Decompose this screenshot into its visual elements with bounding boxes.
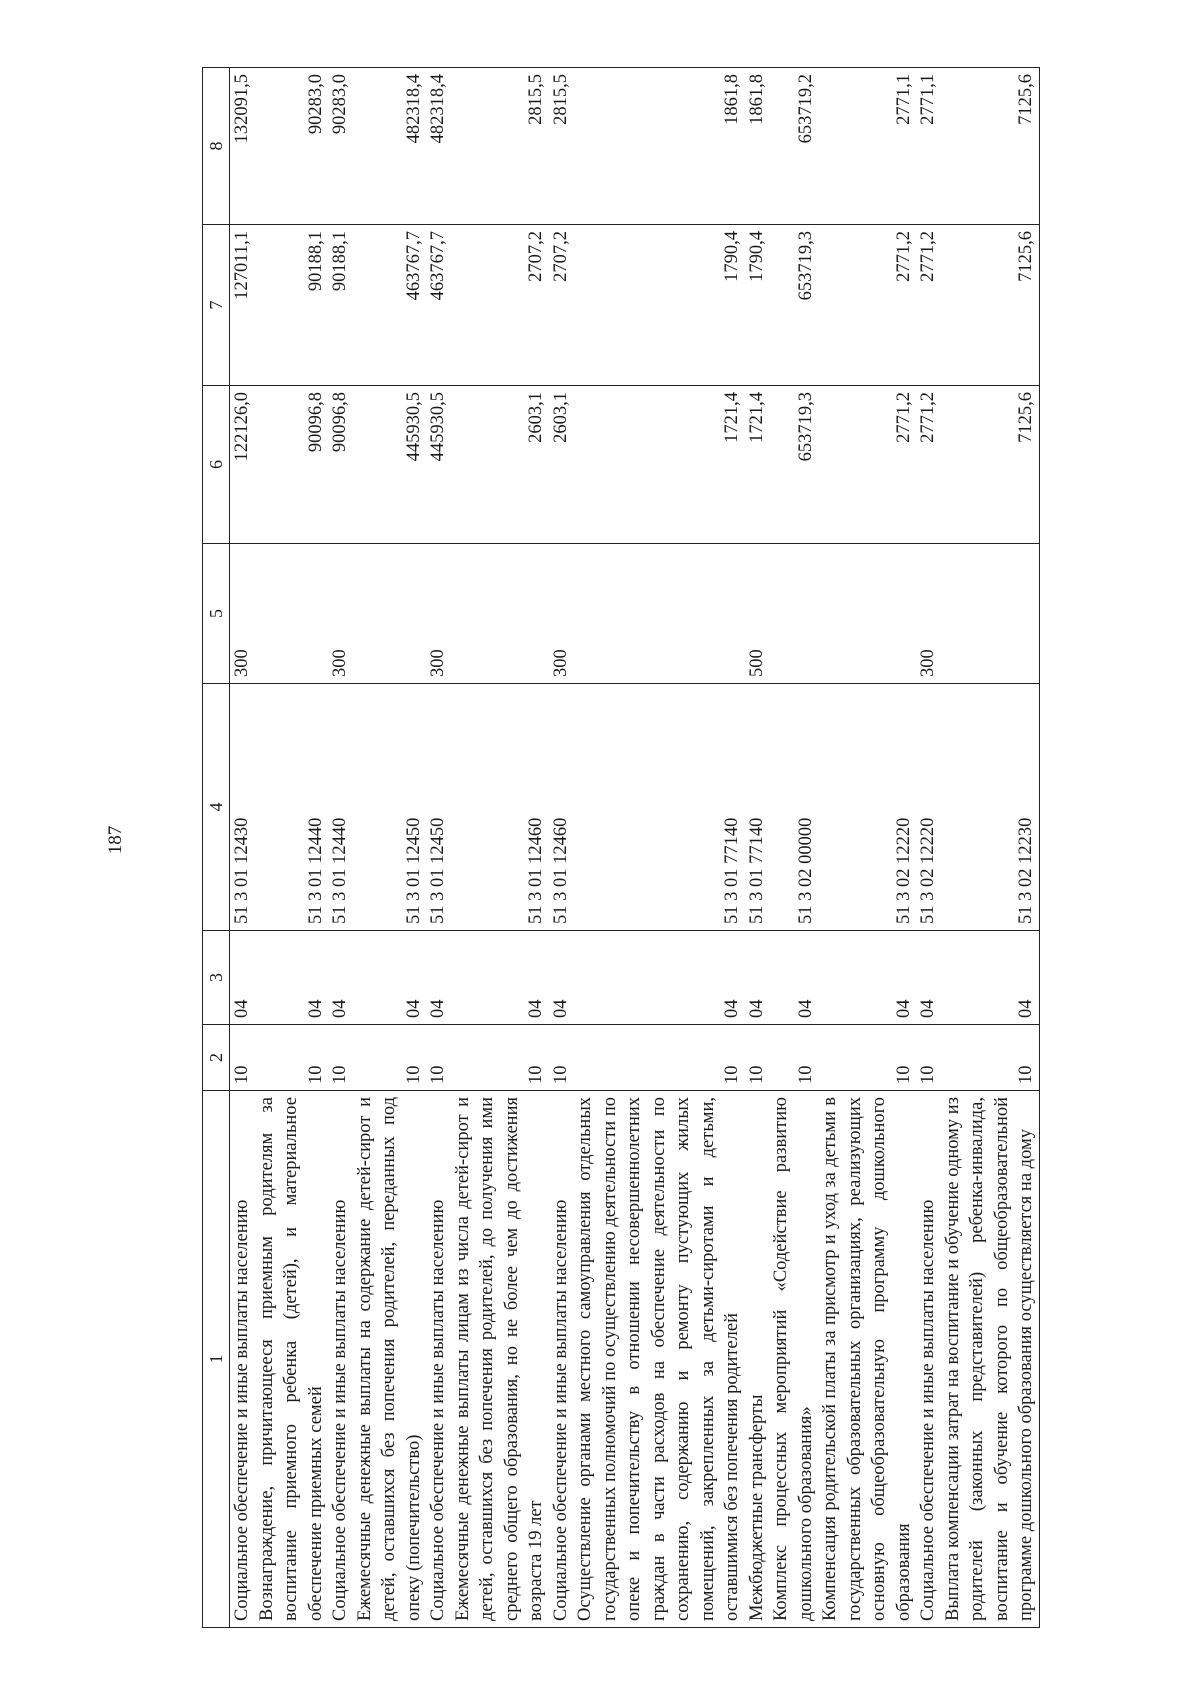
row-name: Компенсация родительской платы за присмотр и уход за детьми в государственных образовательных организациях, реализующих основную общеобразовательную программу дошкольного образования xyxy=(818,1091,916,1628)
subsection-code: 04 xyxy=(353,931,427,1025)
subsection-code: 04 xyxy=(941,931,1040,1025)
budget-table xyxy=(202,67,1040,1628)
target-article-code: 51 3 01 12440 xyxy=(255,684,329,931)
expense-type-code: 300 xyxy=(328,544,353,684)
table-row xyxy=(745,68,770,1628)
subsection-code: 04 xyxy=(230,931,255,1025)
row-name: Осуществление органами местного самоуправления отдельных государственных полномочий по осуществлению деятельности по опеке и попечительству в отношении несовершеннолетних граждан в части расходов на обеспечение деятельности по сохранению, содержанию и ремонту пустующих жилых помещений, закрепленных за детьми-сиротами и детьми, оставшимися без попечения родителей xyxy=(573,1091,745,1628)
amount-col-8: 2815,5 xyxy=(549,68,574,225)
amount-col-7: 653719,3 xyxy=(769,225,818,386)
section-code: 10 xyxy=(451,1025,549,1091)
column-header: 1 xyxy=(203,1091,230,1628)
row-name: Социальное обеспечение и иные выплаты населению xyxy=(916,1091,941,1628)
subsection-code: 04 xyxy=(451,931,549,1025)
expense-type-code xyxy=(769,544,818,684)
column-header: 7 xyxy=(203,225,230,386)
amount-col-6: 653719,3 xyxy=(769,386,818,544)
amount-col-8: 2815,5 xyxy=(451,68,549,225)
table-row xyxy=(353,68,427,1628)
amount-col-7: 2771,2 xyxy=(916,225,941,386)
column-header: 3 xyxy=(203,931,230,1025)
amount-col-6: 7125,6 xyxy=(941,386,1040,544)
amount-col-8: 132091,5 xyxy=(230,68,255,225)
subsection-code: 04 xyxy=(328,931,353,1025)
row-name: Социальное обеспечение и иные выплаты населению xyxy=(328,1091,353,1628)
table-row xyxy=(255,68,329,1628)
amount-col-6: 445930,5 xyxy=(353,386,427,544)
subsection-code: 04 xyxy=(549,931,574,1025)
target-article-code: 51 3 02 00000 xyxy=(769,684,818,931)
section-code: 10 xyxy=(769,1025,818,1091)
amount-col-8: 1861,8 xyxy=(573,68,745,225)
expense-type-code xyxy=(255,544,329,684)
amount-col-7: 90188,1 xyxy=(255,225,329,386)
target-article-code: 51 3 01 12430 xyxy=(230,684,255,931)
amount-col-6: 2603,1 xyxy=(549,386,574,544)
table-row xyxy=(769,68,818,1628)
amount-col-8: 482318,4 xyxy=(426,68,451,225)
row-name: Ежемесячные денежные выплаты лицам из числа детей-сирот и детей, оставшихся без попечения родителей, до получения ими среднего общего образования, но не более чем до достижения возраста 19 лет xyxy=(451,1091,549,1628)
target-article-code: 51 3 02 12220 xyxy=(916,684,941,931)
amount-col-7: 7125,6 xyxy=(941,225,1040,386)
target-article-code: 51 3 02 12220 xyxy=(818,684,916,931)
row-name: Ежемесячные денежные выплаты на содержание детей-сирот и детей, оставшихся без попечения родителей, переданных под опеку (попечительство) xyxy=(353,1091,427,1628)
target-article-code: 51 3 01 12460 xyxy=(451,684,549,931)
column-header: 2 xyxy=(203,1025,230,1091)
table-row xyxy=(941,68,1040,1628)
row-name: Выплата компенсации затрат на воспитание и обучение одному из родителей (законных представителей) ребенка-инвалида, воспитание и обучение которого по общеобразовательной программе дошкольного образования осуществляется на дому xyxy=(941,1091,1040,1628)
expense-type-code xyxy=(941,544,1040,684)
row-name: Социальное обеспечение и иные выплаты населению xyxy=(426,1091,451,1628)
table-row xyxy=(230,68,255,1628)
table-row xyxy=(573,68,745,1628)
target-article-code: 51 3 01 12450 xyxy=(426,684,451,931)
subsection-code: 04 xyxy=(916,931,941,1025)
amount-col-7: 127011,1 xyxy=(230,225,255,386)
section-code: 10 xyxy=(230,1025,255,1091)
rotated-page-content xyxy=(120,40,1080,1656)
target-article-code: 51 3 01 77140 xyxy=(573,684,745,931)
section-code: 10 xyxy=(549,1025,574,1091)
target-article-code: 51 3 01 12460 xyxy=(549,684,574,931)
amount-col-6: 1721,4 xyxy=(745,386,770,544)
table-row xyxy=(451,68,549,1628)
expense-type-code xyxy=(573,544,745,684)
amount-col-8: 7125,6 xyxy=(941,68,1040,225)
column-header: 6 xyxy=(203,386,230,544)
row-name: Социальное обеспечение и иные выплаты населению xyxy=(230,1091,255,1628)
column-header: 4 xyxy=(203,684,230,931)
amount-col-7: 2707,2 xyxy=(549,225,574,386)
row-name: Комплекс процессных мероприятий «Содействие развитию дошкольного образования» xyxy=(769,1091,818,1628)
expense-type-code: 300 xyxy=(916,544,941,684)
subsection-code: 04 xyxy=(769,931,818,1025)
subsection-code: 04 xyxy=(818,931,916,1025)
column-header: 8 xyxy=(203,68,230,225)
page-number: 187 xyxy=(105,825,126,855)
amount-col-6: 122126,0 xyxy=(230,386,255,544)
expense-type-code: 500 xyxy=(745,544,770,684)
table-header-row xyxy=(203,68,230,1628)
column-header: 5 xyxy=(203,544,230,684)
expense-type-code: 300 xyxy=(230,544,255,684)
table-row xyxy=(818,68,916,1628)
amount-col-7: 463767,7 xyxy=(426,225,451,386)
amount-col-6: 2771,2 xyxy=(916,386,941,544)
target-article-code: 51 3 01 12440 xyxy=(328,684,353,931)
table-row xyxy=(426,68,451,1628)
target-article-code: 51 3 01 77140 xyxy=(745,684,770,931)
subsection-code: 04 xyxy=(573,931,745,1025)
amount-col-8: 482318,4 xyxy=(353,68,427,225)
amount-col-8: 2771,1 xyxy=(818,68,916,225)
amount-col-7: 463767,7 xyxy=(353,225,427,386)
table-row xyxy=(549,68,574,1628)
target-article-code: 51 3 02 12230 xyxy=(941,684,1040,931)
amount-col-8: 653719,2 xyxy=(769,68,818,225)
table-row xyxy=(328,68,353,1628)
expense-type-code xyxy=(353,544,427,684)
section-code: 10 xyxy=(353,1025,427,1091)
expense-type-code: 300 xyxy=(426,544,451,684)
amount-col-7: 1790,4 xyxy=(573,225,745,386)
amount-col-6: 90096,8 xyxy=(328,386,353,544)
amount-col-6: 445930,5 xyxy=(426,386,451,544)
section-code: 10 xyxy=(426,1025,451,1091)
subsection-code: 04 xyxy=(426,931,451,1025)
section-code: 10 xyxy=(328,1025,353,1091)
expense-type-code xyxy=(818,544,916,684)
amount-col-6: 2603,1 xyxy=(451,386,549,544)
amount-col-8: 1861,8 xyxy=(745,68,770,225)
amount-col-8: 90283,0 xyxy=(328,68,353,225)
section-code: 10 xyxy=(941,1025,1040,1091)
expense-type-code xyxy=(451,544,549,684)
section-code: 10 xyxy=(255,1025,329,1091)
expense-type-code: 300 xyxy=(549,544,574,684)
amount-col-6: 1721,4 xyxy=(573,386,745,544)
row-name: Межбюджетные трансферты xyxy=(745,1091,770,1628)
amount-col-6: 2771,2 xyxy=(818,386,916,544)
amount-col-7: 2771,2 xyxy=(818,225,916,386)
amount-col-7: 90188,1 xyxy=(328,225,353,386)
amount-col-8: 2771,1 xyxy=(916,68,941,225)
amount-col-7: 1790,4 xyxy=(745,225,770,386)
section-code: 10 xyxy=(818,1025,916,1091)
subsection-code: 04 xyxy=(255,931,329,1025)
target-article-code: 51 3 01 12450 xyxy=(353,684,427,931)
row-name: Вознаграждение, причитающееся приемным родителям за воспитание приемного ребенка (детей), и материальное обеспечение приемных семей xyxy=(255,1091,329,1628)
amount-col-6: 90096,8 xyxy=(255,386,329,544)
row-name: Социальное обеспечение и иные выплаты населению xyxy=(549,1091,574,1628)
amount-col-7: 2707,2 xyxy=(451,225,549,386)
subsection-code: 04 xyxy=(745,931,770,1025)
section-code: 10 xyxy=(916,1025,941,1091)
section-code: 10 xyxy=(745,1025,770,1091)
table-row xyxy=(916,68,941,1628)
section-code: 10 xyxy=(573,1025,745,1091)
amount-col-8: 90283,0 xyxy=(255,68,329,225)
